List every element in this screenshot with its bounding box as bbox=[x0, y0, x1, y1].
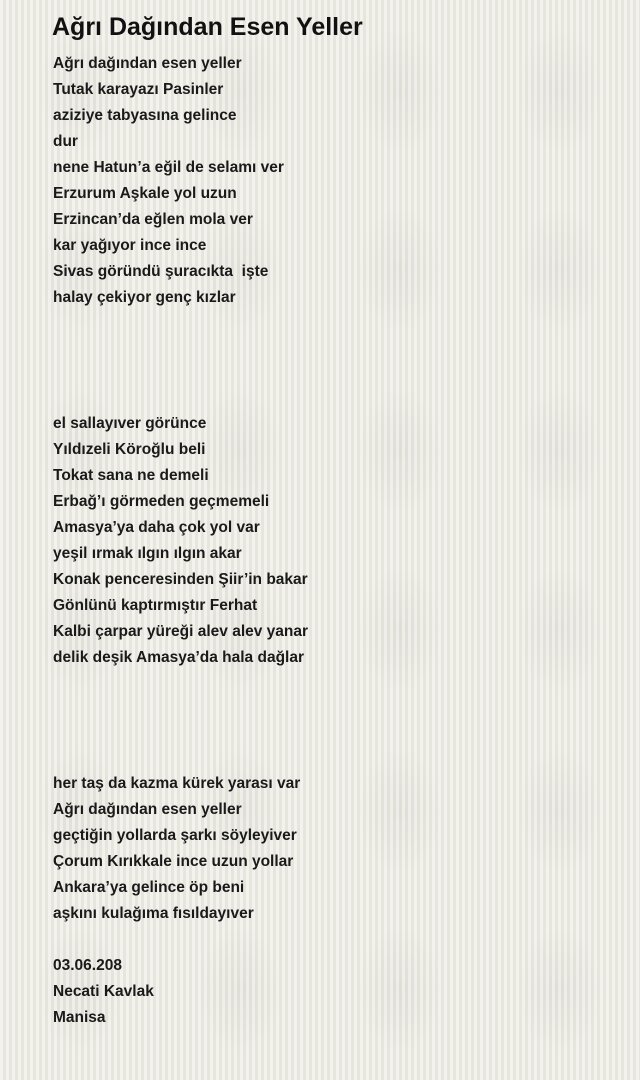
poem-line: Kalbi çarpar yüreği alev alev yanar bbox=[53, 623, 309, 640]
stanza-3 bbox=[53, 771, 613, 927]
poem-line: Çorum Kırıkkale ince uzun yollar bbox=[53, 853, 294, 870]
poem-author: Necati Kavlak bbox=[53, 983, 154, 1000]
stanza-spacer bbox=[53, 671, 613, 771]
stanza-1 bbox=[53, 51, 613, 311]
poem-line: kar yağıyor ince ince bbox=[53, 237, 207, 254]
signature-block bbox=[53, 953, 613, 1031]
poem-title: Ağrı Dağından Esen Yeller bbox=[52, 13, 363, 41]
poem-line: geçtiğin yollarda şarkı söyleyiver bbox=[53, 827, 297, 844]
poem-line: aşkını kulağıma fısıldayıver bbox=[53, 905, 254, 922]
poem-line: Ankara’ya gelince öp beni bbox=[53, 879, 245, 896]
stanza-spacer bbox=[53, 311, 613, 411]
poem-line: dur bbox=[53, 133, 78, 150]
poem-line: nene Hatun’a eğil de selamı ver bbox=[53, 159, 284, 176]
poem-body bbox=[53, 51, 613, 1031]
poem-line: Ağrı dağından esen yeller bbox=[53, 801, 242, 818]
poem-line: el sallayıver görünce bbox=[53, 415, 207, 432]
stanza-2 bbox=[53, 411, 613, 671]
poem-line: delik deşik Amasya’da hala dağlar bbox=[53, 649, 304, 666]
poem-line: Ağrı dağından esen yeller bbox=[53, 55, 242, 72]
poem-line: Gönlünü kaptırmıştır Ferhat bbox=[53, 597, 258, 614]
poem-date: 03.06.208 bbox=[53, 957, 122, 974]
poem-line: Tutak karayazı Pasinler bbox=[53, 81, 224, 98]
signature-spacer bbox=[53, 927, 613, 953]
poem-place: Manisa bbox=[53, 1009, 106, 1026]
poem-line: her taş da kazma kürek yarası var bbox=[53, 775, 301, 792]
poem-line: halay çekiyor genç kızlar bbox=[53, 289, 236, 306]
poem-line: Tokat sana ne demeli bbox=[53, 467, 209, 484]
poem-line: Sivas göründü şuracıkta işte bbox=[53, 263, 269, 280]
poem-line: Erzurum Aşkale yol uzun bbox=[53, 185, 237, 202]
poem-line: Erzincan’da eğlen mola ver bbox=[53, 211, 253, 228]
poem-line: aziziye tabyasına gelince bbox=[53, 107, 237, 124]
poem-line: Yıldızeli Köroğlu beli bbox=[53, 441, 206, 458]
poem-line: yeşil ırmak ılgın ılgın akar bbox=[53, 545, 242, 562]
poem-line: Amasya’ya daha çok yol var bbox=[53, 519, 260, 536]
poem-line: Konak penceresinden Şiir’in bakar bbox=[53, 571, 308, 588]
poem-line: Erbağ’ı görmeden geçmemeli bbox=[53, 493, 270, 510]
